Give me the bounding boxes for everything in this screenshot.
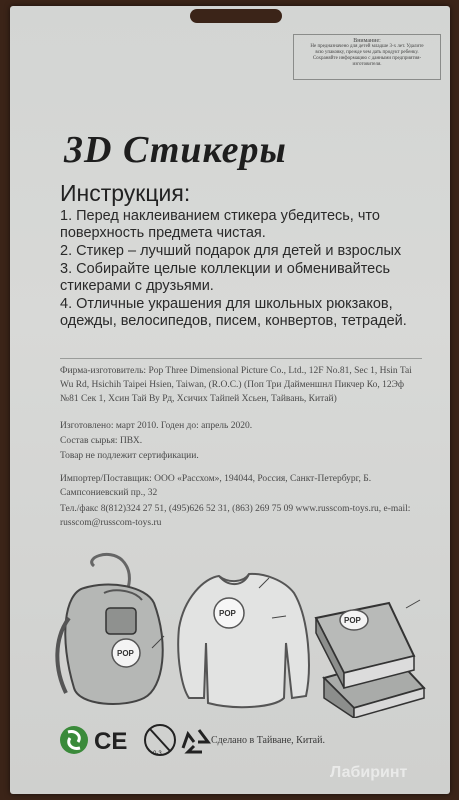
recycle-icon bbox=[183, 730, 208, 752]
watermark: Лабиринт bbox=[330, 764, 408, 781]
green-dot-icon bbox=[60, 726, 88, 754]
instructions-list bbox=[60, 208, 440, 331]
ce-mark-icon bbox=[94, 728, 127, 755]
instruction-item: 2. Стикер – лучший подарок для детей и взрослых bbox=[60, 243, 402, 259]
instructions-heading: Инструкция: bbox=[60, 180, 191, 206]
age-label: 0-3 bbox=[153, 751, 162, 757]
instruction-item: 1. Перед наклеиванием стикера убедитесь, что поверхность предмета чистая. bbox=[60, 208, 380, 241]
divider bbox=[60, 358, 422, 359]
product-illustrations bbox=[54, 548, 434, 718]
books-icon bbox=[316, 600, 424, 718]
warning-title: Внимание: bbox=[353, 38, 381, 44]
made-in-label: Сделано в Тайване, Китай. bbox=[211, 735, 325, 746]
certification-info: Товар не подлежит сертификации. bbox=[60, 451, 199, 461]
warning-box bbox=[293, 34, 441, 80]
age-warning-icon bbox=[145, 725, 175, 757]
warning-line: Не предназначено для детей младше 3-х лет. Удалите bbox=[310, 44, 424, 49]
contacts-info: Тел./факс 8(812)324 27 51, (495)626 52 31, (863) 269 75 09 www.russcom-toys.ru, e-mail: russcom@russcom-toys.ru bbox=[60, 504, 411, 528]
svg-text:CE: CE bbox=[94, 728, 128, 755]
warning-line: Сохраняйте информацию с данными предприятия- bbox=[312, 56, 422, 61]
material-info: Состав сырья: ПВХ. bbox=[60, 436, 143, 446]
warning-line: всю упаковку, прежде чем дать продукт ребенку. bbox=[315, 50, 419, 55]
importer-info: Импортер/Поставщик: ООО «Рассхом», 194044, Россия, Санкт-Петербург, Б. Сампсониевский пр., 32 bbox=[60, 474, 372, 498]
hang-hole bbox=[190, 9, 282, 23]
sticker-badge: POP bbox=[117, 649, 134, 658]
sticker-badge: POP bbox=[219, 609, 236, 618]
backpack-icon bbox=[57, 554, 164, 704]
instruction-item: 3. Собирайте целые коллекции и обменивайтесь стикерами с друзьями. bbox=[60, 261, 391, 294]
instruction-item: 4. Отличные украшения для школьных рюкзаков, одежды, велосипедов, писем, конвертов, тетрадей. bbox=[60, 296, 407, 329]
sweater-icon bbox=[178, 574, 309, 707]
warning-line: изготовителя. bbox=[352, 62, 382, 67]
sticker-badge: POP bbox=[344, 616, 361, 625]
production-date: Изготовлено: март 2010. Годен до: апрель 2020. bbox=[60, 421, 253, 431]
product-title: 3D Стикеры bbox=[64, 129, 287, 171]
manufacturer-info: Фирма-изготовитель: Pop Three Dimensional Picture Co., Ltd., 12F No.81, Sec 1, Hsin Tai Wu Rd, Hsichih Taipei Hsien, Taiwan, (R.O.C.) (Поп Три Дайменшнл Пикчер Ко, 12Эф №81 Сек 1, Хсин Тай Ву Рд, Хсичих Тайпей Хсьен, Тайвань, Китай) bbox=[60, 366, 412, 404]
